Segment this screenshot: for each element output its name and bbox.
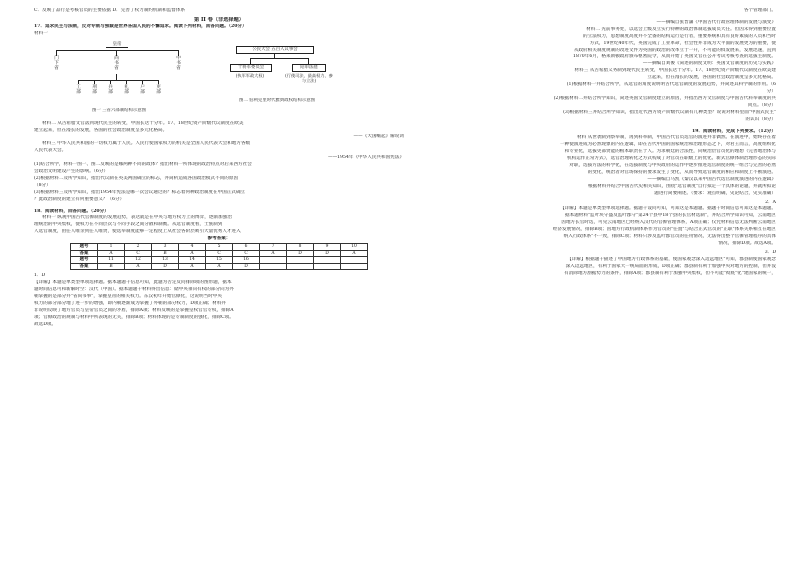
answer-table-row: [71, 257, 368, 264]
answer-table-cell: A: [179, 263, 206, 270]
right-question-3a: (3)根据材料三并结合所学知识，指出近代西方资产阶级代议制有几种类型？说说对材料里面"中国式民主": [563, 109, 776, 115]
answer-table-cell: 14: [179, 257, 206, 264]
answer-table-cell: 9: [314, 244, 341, 251]
question-19-source: ——摘编自马凯《秦汉以来中国古代选官制度演进的内在逻辑》: [647, 176, 776, 182]
answer-1-detail-7: 故选D项。: [34, 321, 57, 327]
assembly-box: 公民大会 五百人议事会: [236, 46, 314, 54]
material-1-label: 材料一: [34, 30, 48, 36]
ministry-gong: 工 部: [76, 84, 81, 95]
answer-table-cell: [260, 257, 287, 264]
ministry-bing: 兵 部: [108, 84, 113, 95]
answer-table-cell: 12: [125, 257, 152, 264]
answer-table-cell: [314, 257, 341, 264]
answer-table-cell: A: [179, 250, 206, 257]
answer-table-cell: B: [152, 250, 179, 257]
answer-table-cell: 16: [233, 257, 260, 264]
answer-table-cell: [287, 257, 314, 264]
answer-table-header-cell: 答案: [71, 250, 98, 257]
answer-3-detail-3: 有消除地方割据势力的条件，排除A项；郡县制有利于加强中央集权，但不可能"彻底"化"建国家的统一，: [564, 270, 776, 276]
ministry-li: 礼 部: [124, 84, 129, 95]
right-material-3-line-1: 材料三 从古希腊义务制到现代民主转变，中国长达十分年。17、18世纪资产阶级代议制度在欧美建: [574, 68, 776, 74]
section-title: 第 II 卷（非选择题）: [194, 16, 244, 23]
generals-note: (执军军政大权): [235, 72, 265, 78]
right-question-2b: 同点。（8分）: [747, 102, 776, 108]
answer-table-cell: D: [233, 263, 260, 270]
material-18-line-3: 人选官制度，由任人唯亲到任人唯贤，使选举制度能够一定程度上从社会各阶层吸引大量优秀人才进入: [34, 229, 241, 235]
question-19-task-1: 根据材料并结合中国古代史相关知识，围绕"选官制度"自行拟定一个具体的论题，并就所拟论: [588, 183, 776, 189]
material-3-source: ——1954年《中华人民共和国宪法》: [327, 155, 404, 161]
question-17-3a: (3)根据材料三及所学知识，指出1954年宪法是哪一次会议通过的？标志着何种政治制度在中国正式确立: [34, 189, 246, 195]
right-material-2-line-4: 从政府相关制度规制的改进文件为英国的政治的改革立于一升，不可能的俱发展来，发展迅速，直到: [573, 47, 776, 53]
question-19-line-2: 一种使演进成为必然现象的内在逻辑，即在古代中国的国家统治和治理形态之下，对君王而言，高度组织化: [560, 142, 776, 148]
source-1: ——摘编自张晋藩《中国古代行政管理体制的发展与演变》: [656, 19, 776, 25]
answer-1-detail-2: 题时间信息可和新解时空：汉代（中国）。据本题题干材料得出信息：储中央垂向有权的部分向为外: [34, 287, 234, 293]
figure-1-caption: 图一 三省六部制结构示意图: [91, 107, 147, 113]
material-18-line-1: 材料一 纵观中国古代官僚制度的发展趋势，表达就是在中央与地方权力上的博弈，逐渐加强治: [42, 215, 232, 221]
figure-2-caption-1: 图二 伯利克里时代雅典政权结构示意图: [238, 97, 316, 103]
answer-table-cell: A: [98, 250, 125, 257]
question-19-line-6: 的变化，统治者对官场保持的要求发生了变化，从而导致选官制度的相应和制度上不断演进。: [587, 169, 776, 175]
answer-table-cell: B: [98, 263, 125, 270]
figure-1-diagram: [44, 40, 194, 118]
answer-table-cell: 5: [206, 244, 233, 251]
question-17-2b: （8分）: [34, 182, 51, 188]
answer-1-detail-3: 朝掌握的是部分并"省尚书事"，掌握皇帝的相关权力。东汉初年开始官僚化，这说明当时中央: [34, 294, 222, 300]
question-18-title: 18．阅读材料，回答问题。（20分）: [34, 208, 109, 214]
answer-table-cell: [341, 263, 368, 270]
jury-box: 陪审法庭: [292, 64, 326, 72]
answer-2-detail-5: 纳入行政体系"不一致，排除C项；材料只涉及监叶郡官员的任用情况，无法得出整个官僚管理程序的具体: [563, 234, 776, 240]
question-19-line-1: 材料 从世袭制到察举制，再到科举制，中国古代官员选官的演进并非偶然。在演进中，始终存在着: [577, 135, 776, 141]
answer-table-cell: [341, 257, 368, 264]
material-3-line-1: 材料三 中华人民共和国的一切权力属于人民。人民行使国家权力的机关是全国人民代表大会和地方各级: [42, 141, 251, 147]
answer-table-cell: A: [206, 263, 233, 270]
answer-table: [70, 243, 368, 270]
answer-1-detail-4: 权力的部分部分地了进一步的增强，即内朝逐渐成为掌握了外朝的部分权力，D项正确；材料并: [34, 301, 227, 307]
answer-table-cell: [287, 263, 314, 270]
answer-table-cell: A: [341, 250, 368, 257]
answer-3-detail-2: 深入边远地区，有利于国家大一统局面的形成，D项正确；郡县制有利于加强中央对地方的控制，但并没: [565, 263, 776, 269]
zhongshu-label: 中 书 省: [176, 55, 181, 71]
jury-note: (行使司法、最高权力、参与立法): [285, 72, 333, 83]
option-line: C．反映了品行是考核官员的主要依据 D．完善了权力制约机制和监督体系: [34, 8, 186, 13]
menxia-label: 门 下 省: [54, 55, 59, 71]
answers-title: 参考答案：: [207, 236, 231, 242]
material-2-line-2: 建立起来，但在漫长的发展，各国的社会政治制度呈多元化格局。: [34, 127, 168, 133]
answer-table-cell: 8: [287, 244, 314, 251]
material-2-source: ——《大国崛起》解说词: [353, 134, 404, 140]
question-17-2a: (2)根据材料二及所学知识，指出代议制在英美两国确立的标志，并简析造成各国政治模式不同的原因: [34, 175, 239, 181]
answer-table-cell: D: [287, 250, 314, 257]
answer-table-cell: 7: [260, 244, 287, 251]
answer-1: 1．D: [34, 273, 46, 279]
answer-table-cell: C: [233, 250, 260, 257]
right-question-2a: (2)根据材料二并结合所学知识，简述英国文官制度建立的原因，并指出西方文官制度与中国古代科举制度的共: [553, 95, 776, 101]
answer-table-cell: 4: [179, 244, 206, 251]
answer-table-cell: 15: [206, 257, 233, 264]
right-material-2-line-5: 1870年6月，格莱斯顿政府颁布枢密院令，从而开始了英国文官在公开考试考核考查的选拔主制度。: [573, 54, 776, 60]
right-material-3-line-2: 立起来，但在漫长的发展，各国的社会政治制度呈多元化格局。: [647, 75, 776, 81]
question-17-1b: 会政治文明建设产生的影响。（6分）: [34, 168, 109, 174]
answer-1-detail-5: 非说明反映了地方官员与皇帝官员之间的矛盾，排除A项；材料反映的是掌握皇权官官专权，排除A: [34, 307, 234, 313]
answer-2: 2．A: [765, 199, 776, 205]
answer-table-cell: 3: [152, 244, 179, 251]
answer-table-cell: A: [125, 263, 152, 270]
answer-1-detail-6: 项；官僚政治的规制与材料中所表现的无关，排除B项；材料体现的是专制制度的强化，排除C项。: [34, 314, 234, 320]
answer-2-detail-2: 据本题材料"监叶块守盛及监叶郡守"第24个县中18个县的长官材选制"，并结合所学知识可知，云南地区: [565, 213, 776, 219]
left-column: [34, 8, 404, 329]
question-19-line-5: 对职，选拔方法的科学化，在选拔制度与中央政府的运作中逐步推进选官制度的统一组合与完善的必然: [569, 163, 776, 169]
question-19-line-3: 和专业化，选拔吏部贤能的根本职责在于人。为求朝廷的合法性，向统治层官员化的理想（完善地治体与: [564, 149, 776, 155]
answer-3-detail-1: 【详解】根据题干描述了中国地方行政体系的基础，使国家观念深入边远地区"可知，郡县制使国家观念: [567, 256, 776, 262]
right-question-1a: (1)根据材料一并结合所学，从选官的角度说明明古代选官制度的发展趋势，并简述其科学制的作用。（6: [566, 82, 776, 88]
answer-table-cell: D: [152, 263, 179, 270]
question-17-3b: ？此政治制度的建立有何重要意义？（6分）: [34, 196, 125, 202]
right-material-2-line-1: 材料二 先前事务处，以选会上级及立实行特种的政治体制选拔成员大任。但因未得到重要位置: [586, 26, 776, 32]
ministry-li2: 吏 部: [156, 84, 161, 95]
answer-table-cell: 11: [98, 257, 125, 264]
answer-table-header-cell: 答案: [71, 263, 98, 270]
answer-table-row: [71, 244, 368, 251]
source-2: ——摘编自刘俊《简述的制度文明：英国文官制度的历史与实践》: [642, 61, 776, 67]
right-question-1b: 分）: [766, 88, 776, 94]
answer-table-cell: [260, 263, 287, 270]
question-19-line-4: 机构运作正常方式），选官治理转化之方式构成了对官员在职级上的优化、新式官僚体制治理形态的实际: [566, 156, 776, 162]
question-19-title: 19．阅读材料，完成下列要求。（12分）: [692, 128, 776, 134]
answer-table-cell: 6: [233, 244, 260, 251]
answer-table-cell: A: [260, 250, 287, 257]
material-2-line-1: 材料二 从古希腊文官落到现代民主的转变，中国长达十分年。17、18世纪资产阶级代议制度在欧美: [42, 120, 244, 126]
answer-table-row: [71, 250, 368, 257]
material-3-line-2: 人民代表大会。: [34, 148, 67, 154]
shangshu-label: 尚 书 省: [114, 55, 119, 71]
right-top-line: 各个管理部门。: [743, 8, 776, 13]
answer-table-cell: C: [206, 250, 233, 257]
answer-table-row: [71, 263, 368, 270]
answer-table-cell: [314, 263, 341, 270]
emperor-box: 皇帝: [106, 42, 128, 48]
answer-table-header-cell: 题号: [71, 244, 98, 251]
answer-2-detail-6: 情况，排除D项。故选A项。: [718, 241, 776, 246]
answer-table-cell: C: [125, 250, 152, 257]
answer-table-cell: D: [314, 250, 341, 257]
answer-table-cell: 2: [125, 244, 152, 251]
figures-row: [34, 40, 404, 118]
material-18-line-2: 理统治的中央集权，使权力在不同层次与不同手段之间分散和制衡。从选官制度看，士族制到: [34, 222, 223, 228]
answer-2-detail-4: 经济发展情况，排除B项；因地方行政机制体系作为官员的"任置"与结合正式官员的"正职"体系关系相互在地区: [552, 227, 776, 233]
right-material-2-line-3: 方式，19世纪40年代，英国完成了工业革命，社会性并非成为大平面的发展更为的重要，使: [589, 40, 776, 46]
question-17-title: 17．追求民主与法制，反对专制与独裁是世界各国人民的不懈追求。阅读下列材料，回答问题。（20分）: [34, 23, 247, 29]
answer-table-cell: 13: [152, 257, 179, 264]
right-question-3b: 的认识（8分）: [745, 116, 776, 122]
question-17-1a: (1)结合所学，材料一图一、图二反映的是哪两种不同的政体？指出材料一所体现的政治特点对后来西方社会: [34, 162, 252, 168]
answer-table-header-cell: 题号: [71, 257, 98, 264]
ministry-hu: 户 部: [140, 84, 145, 95]
right-column: [406, 8, 776, 278]
answer-3: 3．D: [764, 249, 776, 255]
answer-2-detail-1: 【详解】本题是单类型单项选择题。据题干设问可知，可知这是本题题。据题干时间信息可知这是本题题。: [560, 206, 776, 212]
question-19-task-2: 题进行简要阐述。（要求：观点明确，史论结合，史实准确）: [654, 190, 776, 196]
answer-table-cell: 1: [98, 244, 125, 251]
ministry-xing: 刑 部: [92, 84, 97, 95]
right-material-2-line-2: 的立法权力，思想制度高度并不全备的结构运行是行者，重要系统和具有良好素质的人员和当时: [583, 33, 776, 39]
answer-2-detail-3: 因地方长官时选，可见云南地区已经纳入汉代的官僚管理体系，A项正确；仅凭材料信息无法判断云南地区: [561, 220, 776, 226]
figure-2-diagram: [216, 46, 366, 118]
generals-box: 十将军委员会: [230, 64, 272, 72]
answer-table-cell: 10: [341, 244, 368, 251]
answer-1-detail-1: 【详解】本题是单类型单项选择题。据本题题干信息可知，此题为否定反问排除项的图形题，据本: [34, 280, 232, 286]
